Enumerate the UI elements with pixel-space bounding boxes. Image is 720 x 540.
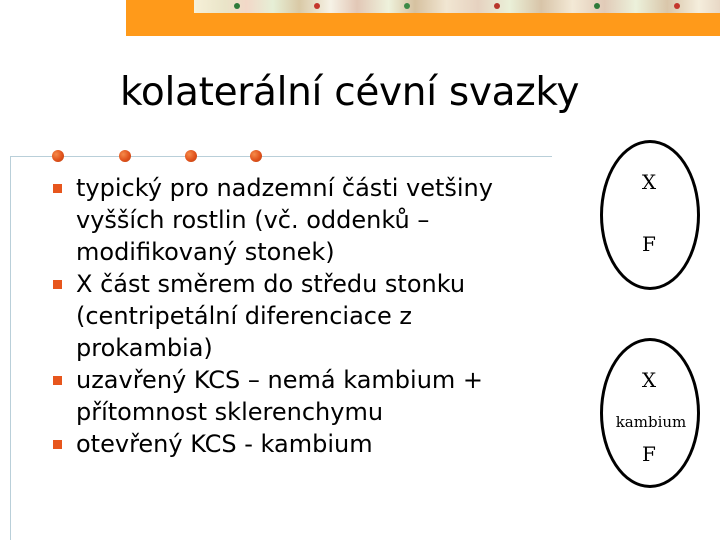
bullet-item xyxy=(40,364,520,428)
open-xylem-label: X xyxy=(641,368,657,392)
bullet-item xyxy=(40,268,520,364)
bullet-text: uzavřený KCS – nemá kambium + přítomnost sklerenchymu xyxy=(76,366,484,426)
decorative-dot xyxy=(594,3,600,9)
decorative-dot xyxy=(234,3,240,9)
bullet-item xyxy=(40,172,520,268)
header-banner xyxy=(126,0,720,36)
vertical-rule xyxy=(10,156,11,540)
bullet-text: otevřený KCS - kambium xyxy=(76,430,373,458)
rule-dot xyxy=(52,150,64,162)
closed-phloem-label: F xyxy=(642,232,656,256)
bullet-text: X část směrem do středu stonku (centripetální diferenciace z prokambia) xyxy=(76,270,466,362)
rule-dot xyxy=(185,150,197,162)
decorative-dot xyxy=(314,3,320,9)
decorative-dot xyxy=(494,3,500,9)
rule-dot xyxy=(119,150,131,162)
bullet-item xyxy=(40,428,520,460)
bullet-text: typický pro nadzemní části vetšiny vyšších rostlin (vč. oddenků – modifikovaný stonek) xyxy=(76,174,493,266)
square-bullet-icon xyxy=(53,376,62,385)
bullet-list xyxy=(40,172,520,460)
open-phloem-label: F xyxy=(642,442,656,466)
open-cambium-label: kambium xyxy=(615,413,687,431)
decorative-dot xyxy=(674,3,680,9)
square-bullet-icon xyxy=(53,184,62,193)
square-bullet-icon xyxy=(53,280,62,289)
square-bullet-icon xyxy=(53,440,62,449)
decorative-photo-strip xyxy=(194,0,720,13)
closed-bundle-ellipse xyxy=(600,140,700,290)
horizontal-rule xyxy=(10,156,552,157)
rule-dot xyxy=(250,150,262,162)
decorative-dot xyxy=(404,3,410,9)
slide-title: kolaterální cévní svazky xyxy=(120,70,580,115)
closed-xylem-label: X xyxy=(641,170,657,194)
